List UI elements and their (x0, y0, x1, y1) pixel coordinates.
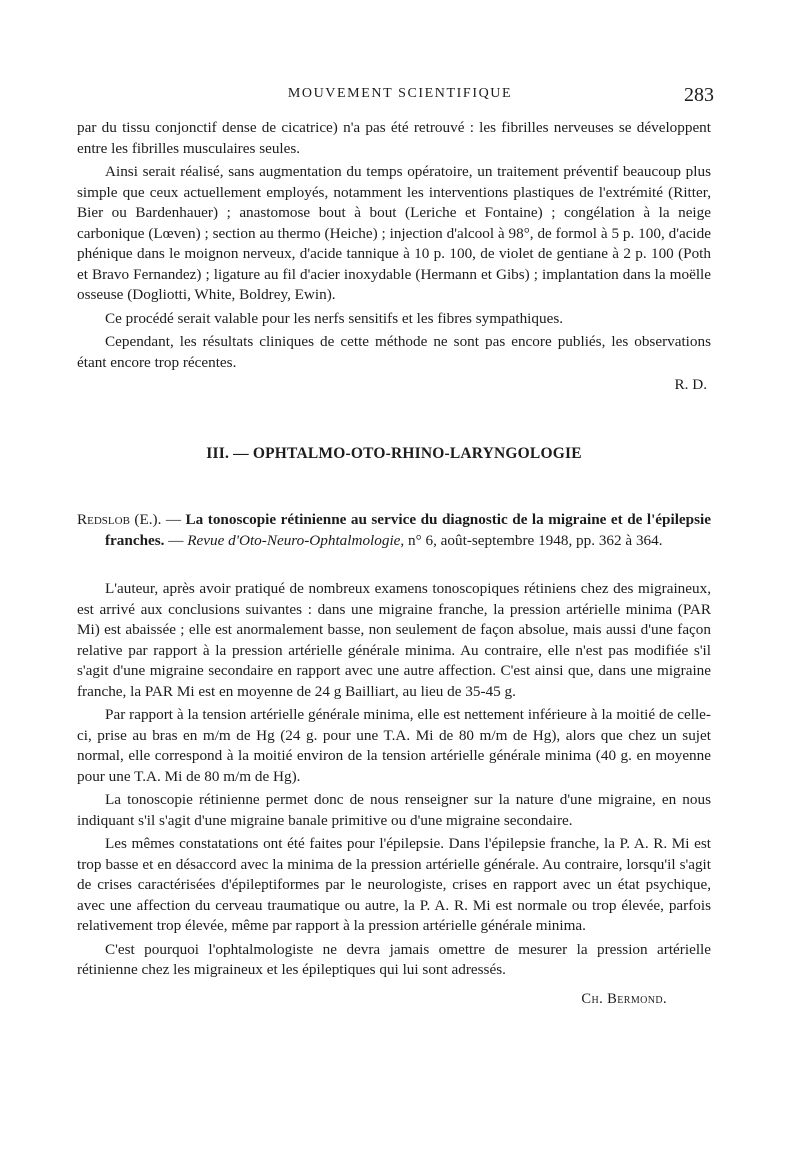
reviewer-initials: R. D. (674, 376, 707, 393)
article-title: La tonoscopie rétinienne au service du diagnostic de la migraine et de l'épilepsie franches. (105, 511, 711, 549)
reference-dash: — (161, 511, 186, 528)
body-paragraph: Ce procédé serait valable pour les nerfs sensitifs et les fibres sympathiques. (105, 309, 564, 327)
running-title: MOUVEMENT SCIENTIFIQUE (287, 86, 513, 101)
journal-issue: , n° 6, août-septembre 1948, pp. 362 à 364. (400, 531, 663, 549)
reference-dash: — (164, 531, 188, 549)
body-paragraph: Par rapport à la tension artérielle générale minima, elle est nettement inférieure à la moitié de celle-ci, prise au bras en m/m de Hg (24 g. pour une T.A. Mi de 80 m/m de Hg), alors que chez un sujet normal, elle correspond à la moitié environ de la tension artérielle générale minima (40 g. en moyenne pour une T.A. Mi de 80 m/m de Hg). (77, 706, 711, 785)
article-author: Redslob (E.). (77, 511, 162, 528)
article-reference (77, 510, 711, 551)
page-number: 283 (684, 84, 714, 106)
running-head (0, 86, 800, 110)
reviewer-signature: Ch. Bermond. (581, 990, 667, 1007)
body-paragraph: Ainsi serait réalisé, sans augmentation du temps opératoire, un traitement préventif beaucoup plus simple que ceux actuellement employés, notamment les interventions plastiques de l'extrémité (Ritter, Bier ou Bardenhauer) ; anastomose bout à bout (Leriche et Fontaine) ; congélation à la neige carbonique (Lœven) ; section au thermo (Heiche) ; injection d'alcool à 98°, de formol à 5 p. 100, d'acide phénique dans le moignon nerveux, d'acide tannique à 10 p. 100, de violet de gentiane à 2 p. 100 (Poth et Bravo Fernandez) ; ligature au fil d'acier inoxydable (Hermann et Gibs) ; implantation dans la moëlle osseuse (Dogliotti, White, Boldrey, Ewin). (77, 163, 711, 303)
journal-name: Revue d'Oto-Neuro-Ophtalmologie (187, 531, 401, 549)
body-paragraph: Cependant, les résultats cliniques de cette méthode ne sont pas encore publiés, les observations étant encore trop récentes. (77, 333, 711, 371)
section-heading: III. — OPHTALMO-OTO-RHINO-LARYNGOLOGIE (206, 444, 582, 462)
article-body (77, 579, 711, 981)
body-paragraph: C'est pourquoi l'ophtalmologiste ne devra jamais omettre de mesurer la pression artérielle rétinienne chez les migraineux et les épileptiques qui lui sont adressés. (77, 940, 711, 978)
continued-paragraph: par du tissu conjonctif dense de cicatrice) n'a pas été retrouvé : les fibrilles nerveuses se développent entre les fibrilles musculaires seules. (77, 119, 711, 157)
page-body (77, 118, 711, 1009)
body-paragraph: La tonoscopie rétinienne permet donc de nous renseigner sur la nature d'une migraine, en nous indiquant s'il s'agit d'une migraine banale primitive ou d'une migraine secondaire. (77, 791, 711, 829)
body-paragraph: Les mêmes constatations ont été faites pour l'épilepsie. Dans l'épilepsie franche, la P. A. R. Mi est trop basse et en désaccord avec la minima de la pression artérielle générale. Au contraire, lorsqu'il s'agit de crises caractérisées d'épileptiformes par le neurologiste, crises en rapport avec un état psychique, avec une affection du cerveau traumatique ou autre, la P. A. R. Mi est normale ou trop élevée, parfois relativement trop élevée, même par rapport à la pression artérielle générale minima. (77, 835, 711, 934)
body-paragraph: L'auteur, après avoir pratiqué de nombreux examens tonoscopiques rétiniens chez des migraineux, est arrivé aux conclusions suivantes : dans une migraine franche, la pression artérielle minima (PAR Mi) est abaissée ; elle est anormalement basse, non seulement de façon absolue, mais aussi d'une façon relative par rapport à la pression artérielle générale minima. Au contraire, elle n'est pas modifiée s'il s'agit d'une migraine secondaire en rapport avec une autre affection. C'est ainsi que, dans une migraine franche, la PAR Mi est en moyenne de 24 g Bailliart, au lieu de 35-45 g. (77, 580, 711, 700)
